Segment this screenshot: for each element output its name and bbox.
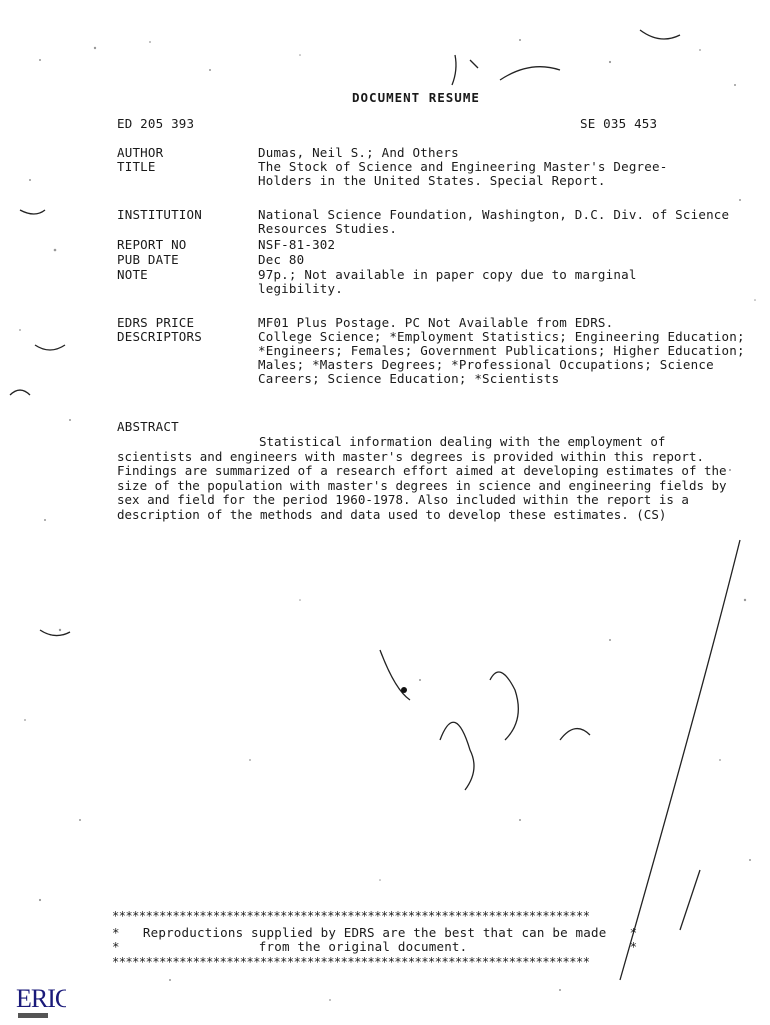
field-value-institution: National Science Foundation, Washington, D.C. Div. of Science Resources Studies. <box>258 207 730 236</box>
footer-stars-bottom: *********************************************************************** <box>112 956 590 968</box>
field-label-descriptors: DESCRIPTORS <box>117 329 202 344</box>
field-label-institution: INSTITUTION <box>117 207 202 222</box>
eric-logo-mark <box>14 975 66 1021</box>
ed-number: ED 205 393 <box>117 116 195 131</box>
eric-logo <box>14 975 66 1021</box>
abstract-text <box>117 435 747 522</box>
field-label-author: AUTHOR <box>117 145 164 160</box>
footer-line-2: * from the original document. * <box>112 939 638 954</box>
field-value-report-no: NSF-81-302 <box>258 237 336 252</box>
field-label-report-no: REPORT NO <box>117 237 187 252</box>
field-value-author: Dumas, Neil S.; And Others <box>258 145 459 160</box>
se-number: SE 035 453 <box>580 116 658 131</box>
abstract-body: Statistical information dealing with the employment of scientists and engineers with master's degrees is provided within this report. Findings are summarized of a research effort aimed at developing estimates of the size of the population with master's degrees in science and engineering fields by sex and field for the period 1960-1978. Also included within the report is a description of the methods and data used to develop these estimates. (CS) <box>117 434 727 522</box>
field-label-edrs-price: EDRS PRICE <box>117 315 195 330</box>
field-label-note: NOTE <box>117 267 148 282</box>
abstract-label: ABSTRACT <box>117 419 179 434</box>
field-value-edrs-price: MF01 Plus Postage. PC Not Available from EDRS. <box>258 315 614 330</box>
field-label-title: TITLE <box>117 159 156 174</box>
footer-line-1: * Reproductions supplied by EDRS are the best that can be made * <box>112 925 638 940</box>
field-value-title: The Stock of Science and Engineering Master's Degree-Holders in the United States. Special Report. <box>258 159 668 188</box>
field-label-pub-date: PUB DATE <box>117 252 179 267</box>
field-value-pub-date: Dec 80 <box>258 252 305 267</box>
eric-logo-text: ERIC <box>16 984 66 1013</box>
document-title: DOCUMENT RESUME <box>352 90 480 105</box>
field-value-note: 97p.; Not available in paper copy due to marginal legibility. <box>258 267 637 296</box>
footer-notice <box>112 926 752 954</box>
field-value-descriptors: College Science; *Employment Statistics; Engineering Education; *Engineers; Females; Government Publications; Higher Education; Males; *Masters Degrees; *Professional Occupations; Science Careers; Science Education; *Scientists <box>258 329 745 386</box>
footer-stars-top: *********************************************************************** <box>112 910 590 922</box>
